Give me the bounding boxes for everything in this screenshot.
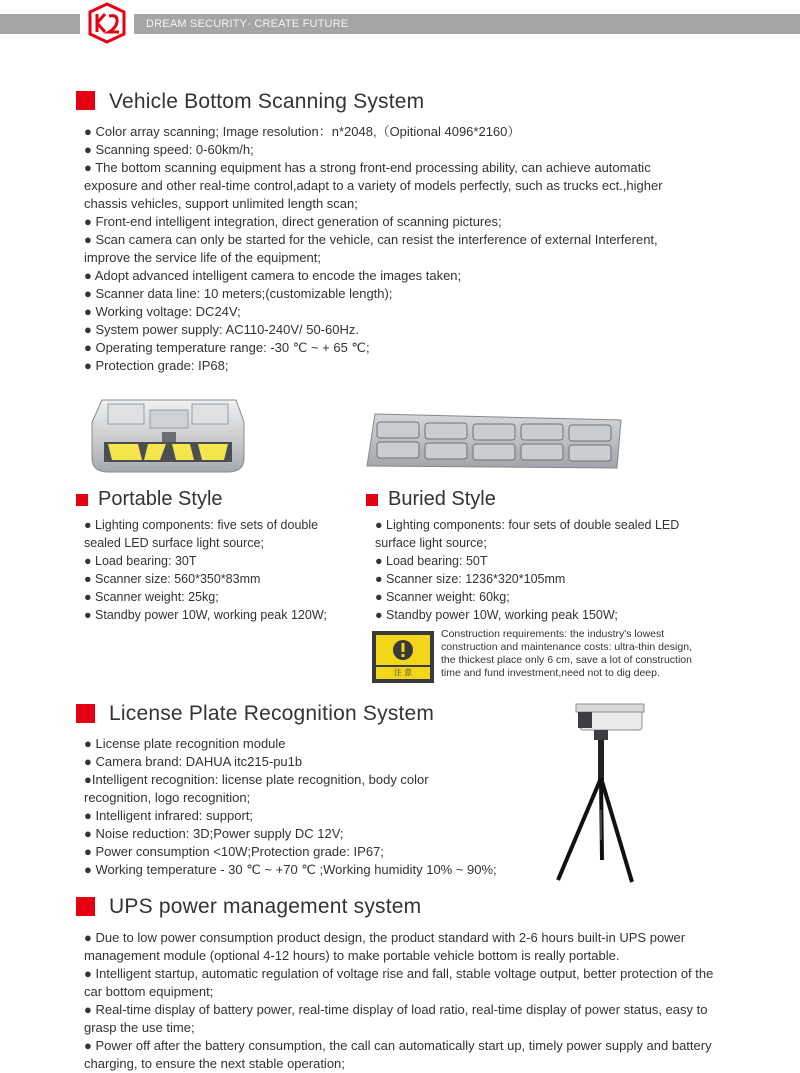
spec-line: ● The bottom scanning equipment has a strong front-end processing ability, can achieve automatic (84, 160, 651, 175)
spec-line: sealed LED surface light source; (84, 536, 264, 550)
note-line: Construction requirements: the industry's lowest (441, 628, 665, 640)
spec-line: ● Scan camera can only be started for the vehicle, can resist the interference of external Interferent, (84, 232, 658, 247)
vbs-spec-list (84, 123, 784, 375)
lpr-camera-image (550, 700, 650, 885)
spec-line: ● Color array scanning; Image resolution：n*2048,（Opitional 4096*2160） (84, 124, 521, 139)
spec-line: ● Working temperature - 30 ℃ ~ +70 ℃ ;Working humidity 10% ~ 90%; (84, 862, 497, 877)
note-line: time and fund investment,need not to dig deep. (441, 667, 660, 679)
spec-line: ● Scanning speed: 0-60km/h; (84, 142, 254, 157)
note-line: the thickest place only 6 cm, save a lot of construction (441, 654, 692, 666)
spec-line: ● Operating temperature range: -30 ℃ ~ + 65 ℃; (84, 340, 370, 355)
spec-line: car bottom equipment; (84, 984, 214, 999)
spec-line: recognition, logo recognition; (84, 790, 251, 805)
spec-line: ● Working voltage: DC24V; (84, 304, 241, 319)
warning-sign-text: 注 意 (376, 667, 430, 679)
spec-line: ● System power supply: AC110-240V/ 50-60Hz. (84, 322, 359, 337)
spec-line: ● Scanner weight: 25kg; (84, 590, 219, 604)
spec-line: ● Due to low power consumption product design, the product standard with 2-6 hours built-in UPS power (84, 930, 686, 945)
company-logo (80, 2, 134, 44)
note-line: construction and maintenance costs: ultra-thin design, (441, 641, 692, 653)
spec-line: chassis vehicles, support unlimited length scan; (84, 196, 358, 211)
buried-scanner-image (365, 410, 623, 470)
section-title-portable: Portable Style (98, 488, 223, 510)
spec-line: ● Noise reduction: 3D;Power supply DC 12V; (84, 826, 344, 841)
section-title-buried: Buried Style (388, 488, 496, 510)
spec-line: ● Scanner size: 1236*320*105mm (375, 572, 566, 586)
lpr-spec-list (84, 735, 554, 879)
spec-line: ● Adopt advanced intelligent camera to encode the images taken; (84, 268, 462, 283)
spec-line: improve the service life of the equipment; (84, 250, 322, 265)
spec-line: ● Front-end intelligent integration, direct generation of scanning pictures; (84, 214, 502, 229)
section-title-lpr: License Plate Recognition System (109, 702, 435, 725)
spec-line: ● Scanner weight: 60kg; (375, 590, 510, 604)
spec-line: ● Standby power 10W, working peak 120W; (84, 608, 327, 622)
section-marker (76, 494, 88, 506)
section-marker (366, 494, 378, 506)
spec-line: ● Intelligent infrared: support; (84, 808, 253, 823)
spec-line: ● Standby power 10W, working peak 150W; (375, 608, 618, 622)
spec-line: ● Lighting components: five sets of double (84, 518, 319, 532)
spec-line: ● Power off after the battery consumption, the call can automatically start up, timely power supply and battery (84, 1038, 712, 1053)
section-marker (76, 897, 95, 916)
spec-line: exposure and other real-time control,adapt to a variety of models perfectly, such as trucks ect.,higher (84, 178, 663, 193)
spec-line: ● Real-time display of battery power, real-time display of load ratio, real-time display of power status, easy to (84, 1002, 708, 1017)
spec-line: ●Intelligent recognition: license plate recognition, body color (84, 772, 429, 787)
section-marker (76, 704, 95, 723)
construction-note (441, 628, 751, 680)
section-title-vbs: Vehicle Bottom Scanning System (109, 90, 425, 113)
spec-line: ● Load bearing: 30T (84, 554, 197, 568)
spec-line: surface light source; (375, 536, 487, 550)
portable-scanner-image (88, 392, 250, 478)
spec-line: ● Protection grade: IP68; (84, 358, 229, 373)
ups-spec-list (84, 929, 784, 1073)
spec-line: ● Camera brand: DAHUA itc215-pu1b (84, 754, 303, 769)
section-marker (76, 91, 95, 110)
header-tagline: DREAM SECURITY· CREATE FUTURE (146, 18, 349, 30)
warning-sign (372, 631, 434, 683)
spec-line: ● Scanner data line: 10 meters;(customizable length); (84, 286, 393, 301)
spec-line: grasp the use time; (84, 1020, 195, 1035)
warning-icon (376, 635, 430, 665)
buried-spec-list (375, 516, 735, 624)
section-title-ups: UPS power management system (109, 895, 422, 918)
portable-spec-list (84, 516, 354, 624)
spec-line: ● Lighting components: four sets of double sealed LED (375, 518, 680, 532)
spec-line: ● Scanner size: 560*350*83mm (84, 572, 261, 586)
spec-line: ● Intelligent startup, automatic regulation of voltage rise and fall, stable voltage output, better protection of the (84, 966, 714, 981)
spec-line: ● License plate recognition module (84, 736, 286, 751)
spec-line: charging, to ensure the next stable operation; (84, 1056, 345, 1071)
company-logo-icon (80, 2, 134, 44)
spec-line: ● Power consumption <10W;Protection grade: IP67; (84, 844, 384, 859)
spec-line: ● Load bearing: 50T (375, 554, 488, 568)
spec-line: management module (optional 4-12 hours) to make portable vehicle bottom is really portable. (84, 948, 620, 963)
